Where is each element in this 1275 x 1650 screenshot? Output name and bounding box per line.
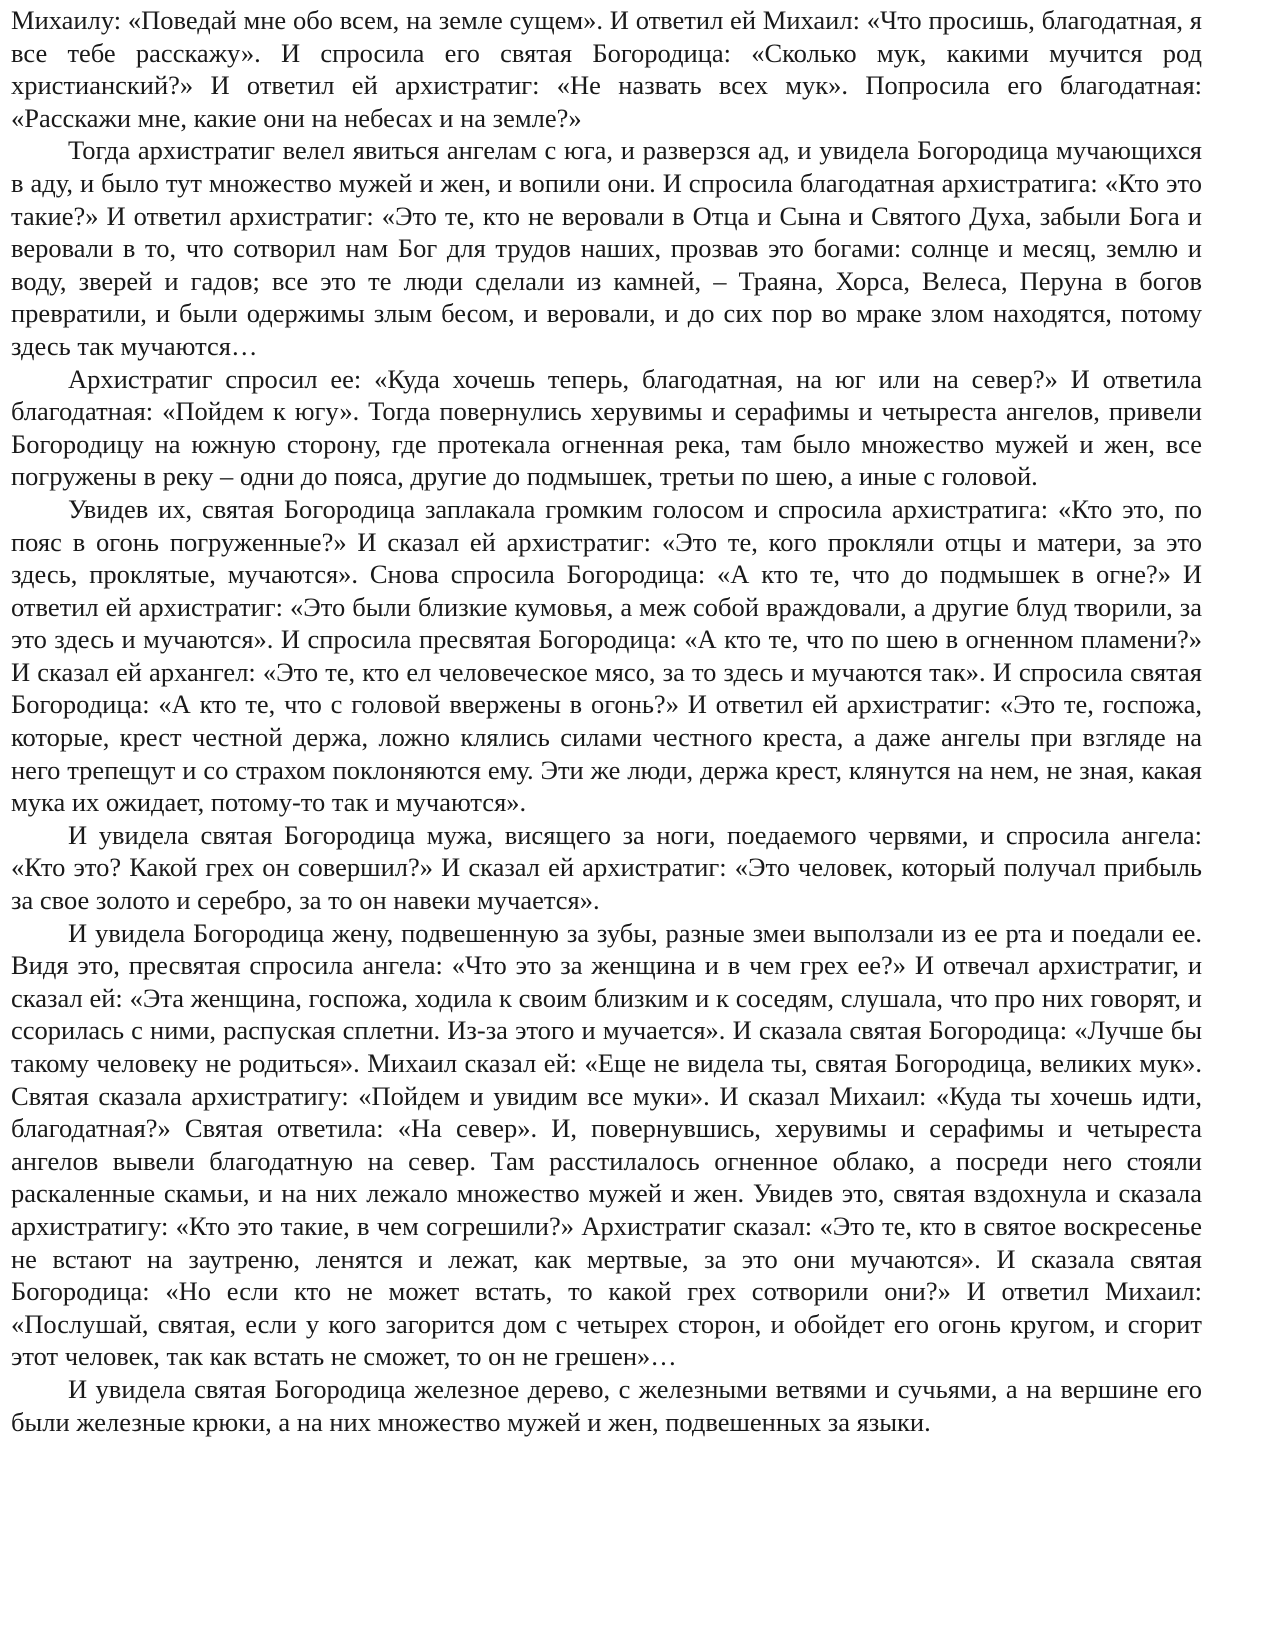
document-page (11, 4, 1202, 1438)
paragraph: И увидела Богородица жену, подвешенную за зубы, разные змеи выползали из ее рта и поедали ее. Видя это, пресвятая спросила ангела: «Что это за женщина и в чем грех ее?» И отвечал архистратиг, и сказал ей: «Эта женщина, госпожа, ходила к своим близким и к соседям, слушала, что про них говорят, и ссорилась с ними, распуская сплетни. Из-за этого и мучается». И сказала святая Богородица: «Лучше бы такому человеку не родиться». Михаил сказал ей: «Еще не видела ты, святая Богородица, великих мук». Святая сказала архистратигу: «Пойдем и увидим все муки». И сказал Михаил: «Куда ты хочешь идти, благодатная?» Святая ответила: «На север». И, повернувшись, херувимы и серафимы и четыреста ангелов вывели благодатную на север. Там расстилалось огненное облако, а посреди него стояли раскаленные скамьи, и на них лежало множество мужей и жен. Увидев это, святая вздохнула и сказала архистратигу: «Кто это такие, в чем согрешили?» Архистратиг сказал: «Это те, кто в святое воскресенье не встают на заутреню, ленятся и лежат, как мертвые, за это они мучаются». И сказала святая Богородица: «Но если кто не может встать, то какой грех сотворили они?» И ответил Михаил: «Послушай, святая, если у кого загорится дом с четырех сторон, и обойдет его огонь кругом, и сгорит этот человек, так как встать не сможет, то он не грешен»… (11, 917, 1202, 1372)
paragraph: И увидела святая Богородица мужа, висящего за ноги, поедаемого червями, и спросила ангела: «Кто это? Какой грех он совершил?» И сказал ей архистратиг: «Это человек, который получал прибыль за свое золото и серебро, за то он навеки мучается». (11, 819, 1202, 916)
paragraph: Увидев их, святая Богородица заплакала громким голосом и спросила архистратига: «Кто это, по пояс в огонь погруженные?» И сказал ей архистратиг: «Это те, кого прокляли отцы и матери, за это здесь, проклятые, мучаются». Снова спросила Богородица: «А кто те, что до подмышек в огне?» И ответил ей архистратиг: «Это были близкие кумовья, а меж собой враждовали, а другие блуд творили, за это здесь и мучаются». И спросила пресвятая Богородица: «А кто те, что по шею в огненном пламени?» И сказал ей архангел: «Это те, кто ел человеческое мясо, за то здесь и мучаются так». И спросила святая Богородица: «А кто те, что с головой ввержены в огонь?» И ответил ей архистратиг: «Это те, госпожа, которые, крест честной держа, ложно клялись силами честного креста, а даже ангелы при взгляде на него трепещут и со страхом поклоняются ему. Эти же люди, держа крест, клянутся на нем, не зная, какая мука их ожидает, потому-то так и мучаются». (11, 493, 1202, 818)
paragraph: Тогда архистратиг велел явиться ангелам с юга, и разверзся ад, и увидела Богородица мучающихся в аду, и было тут множество мужей и жен, и вопили они. И спросила благодатная архистратига: «Кто это такие?» И ответил архистратиг: «Это те, кто не веровали в Отца и Сына и Святого Духа, забыли Бога и веровали в то, что сотворил нам Бог для трудов наших, прозвав это богами: солнце и месяц, землю и воду, зверей и гадов; все это те люди сделали из камней, – Траяна, Хорса, Велеса, Перуна в богов превратили, и были одержимы злым бесом, и веровали, и до сих пор во мраке злом находятся, потому здесь так мучаются… (11, 135, 1202, 361)
paragraph: И увидела святая Богородица железное дерево, с железными ветвями и сучьями, а на вершине его были железные крюки, а на них множество мужей и жен, подвешенных за языки. (11, 1373, 1202, 1437)
paragraph: Архистратиг спросил ее: «Куда хочешь теперь, благодатная, на юг или на север?» И ответила благодатная: «Пойдем к югу». Тогда повернулись херувимы и серафимы и четыреста ангелов, привели Богородицу на южную сторону, где протекала огненная река, там было множество мужей и жен, все погружены в реку – одни до пояса, другие до подмышек, третьи по шею, а иные с головой. (11, 363, 1202, 492)
paragraph: Михаилу: «Поведай мне обо всем, на земле сущем». И ответил ей Михаил: «Что просишь, благодатная, я все тебе расскажу». И спросила его святая Богородица: «Сколько мук, какими мучится род христианский?» И ответил ей архистратиг: «Не назвать всех мук». Попросила его благодатная: «Расскажи мне, какие они на небесах и на земле?» (11, 5, 1202, 133)
